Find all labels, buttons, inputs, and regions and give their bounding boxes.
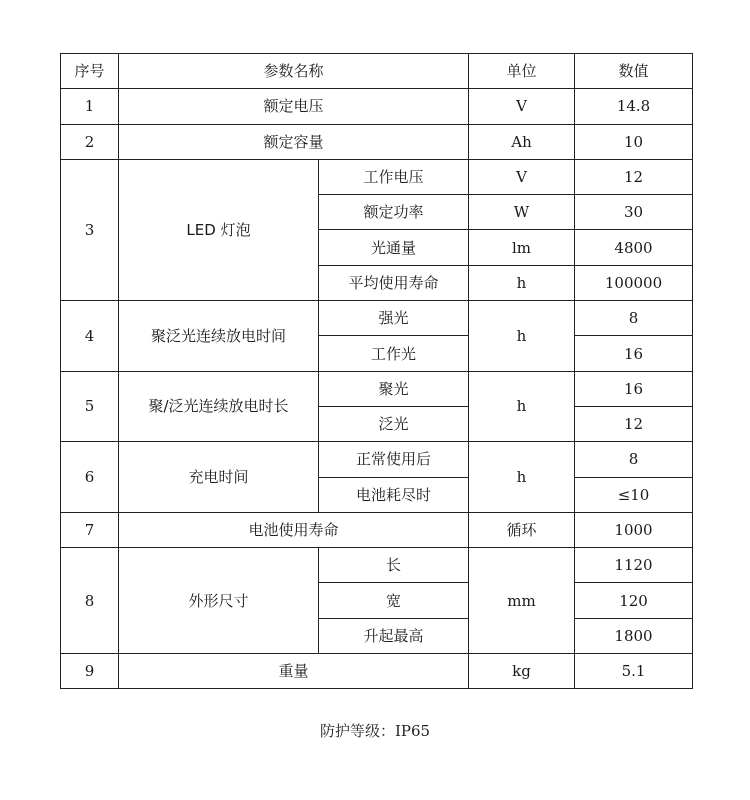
header-value: 数值 <box>575 54 693 89</box>
param-value: 16 <box>575 371 693 406</box>
row-num: 6 <box>61 442 119 513</box>
param-unit: kg <box>469 654 575 689</box>
param-unit: h <box>469 442 575 513</box>
sub-param-name: 平均使用寿命 <box>319 265 469 300</box>
param-name: LED 灯泡 <box>119 159 319 300</box>
param-name: 聚泛光连续放电时间 <box>119 301 319 372</box>
param-value: 5.1 <box>575 654 693 689</box>
param-value: ≤10 <box>575 477 693 512</box>
param-name: 额定电压 <box>119 89 469 124</box>
param-name: 外形尺寸 <box>119 548 319 654</box>
param-value: 4800 <box>575 230 693 265</box>
param-unit: lm <box>469 230 575 265</box>
table-row <box>61 371 693 406</box>
sub-param-name: 电池耗尽时 <box>319 477 469 512</box>
spec-table <box>60 53 693 689</box>
param-unit: W <box>469 195 575 230</box>
sub-param-name: 工作电压 <box>319 159 469 194</box>
param-value: 1120 <box>575 548 693 583</box>
param-unit: h <box>469 371 575 442</box>
param-name: 聚/泛光连续放电时长 <box>119 371 319 442</box>
table-row <box>61 301 693 336</box>
table-row <box>61 654 693 689</box>
row-num: 3 <box>61 159 119 300</box>
sub-param-name: 泛光 <box>319 406 469 441</box>
table-header-row <box>61 54 693 89</box>
param-value: 1800 <box>575 618 693 653</box>
sub-param-name: 升起最高 <box>319 618 469 653</box>
protection-rating-value: IP65 <box>394 722 431 740</box>
table-row <box>61 548 693 583</box>
row-num: 5 <box>61 371 119 442</box>
table-row <box>61 512 693 547</box>
row-num: 8 <box>61 548 119 654</box>
row-num: 9 <box>61 654 119 689</box>
param-name: 重量 <box>119 654 469 689</box>
param-name: 电池使用寿命 <box>119 512 469 547</box>
param-value: 8 <box>575 301 693 336</box>
param-name: 额定容量 <box>119 124 469 159</box>
header-unit: 单位 <box>469 54 575 89</box>
sub-param-name: 聚光 <box>319 371 469 406</box>
param-unit: mm <box>469 548 575 654</box>
param-value: 10 <box>575 124 693 159</box>
param-value: 8 <box>575 442 693 477</box>
param-unit: h <box>469 301 575 372</box>
protection-rating <box>0 720 750 741</box>
param-value: 14.8 <box>575 89 693 124</box>
param-value: 120 <box>575 583 693 618</box>
sub-param-name: 宽 <box>319 583 469 618</box>
sub-param-name: 长 <box>319 548 469 583</box>
sub-param-name: 工作光 <box>319 336 469 371</box>
param-unit: 循环 <box>469 512 575 547</box>
param-value: 100000 <box>575 265 693 300</box>
param-value: 1000 <box>575 512 693 547</box>
header-param-name: 参数名称 <box>119 54 469 89</box>
sub-param-name: 光通量 <box>319 230 469 265</box>
param-value: 12 <box>575 159 693 194</box>
table-row <box>61 124 693 159</box>
param-value: 12 <box>575 406 693 441</box>
sub-param-name: 强光 <box>319 301 469 336</box>
param-value: 16 <box>575 336 693 371</box>
row-num: 4 <box>61 301 119 372</box>
sub-param-name: 额定功率 <box>319 195 469 230</box>
param-unit: V <box>469 159 575 194</box>
row-num: 1 <box>61 89 119 124</box>
table-row <box>61 89 693 124</box>
row-num: 7 <box>61 512 119 547</box>
param-unit: Ah <box>469 124 575 159</box>
row-num: 2 <box>61 124 119 159</box>
header-num: 序号 <box>61 54 119 89</box>
sub-param-name: 正常使用后 <box>319 442 469 477</box>
param-unit: V <box>469 89 575 124</box>
protection-rating-label: 防护等级： <box>319 722 395 740</box>
table-row <box>61 159 693 194</box>
param-value: 30 <box>575 195 693 230</box>
param-name: 充电时间 <box>119 442 319 513</box>
param-unit: h <box>469 265 575 300</box>
table-row <box>61 442 693 477</box>
